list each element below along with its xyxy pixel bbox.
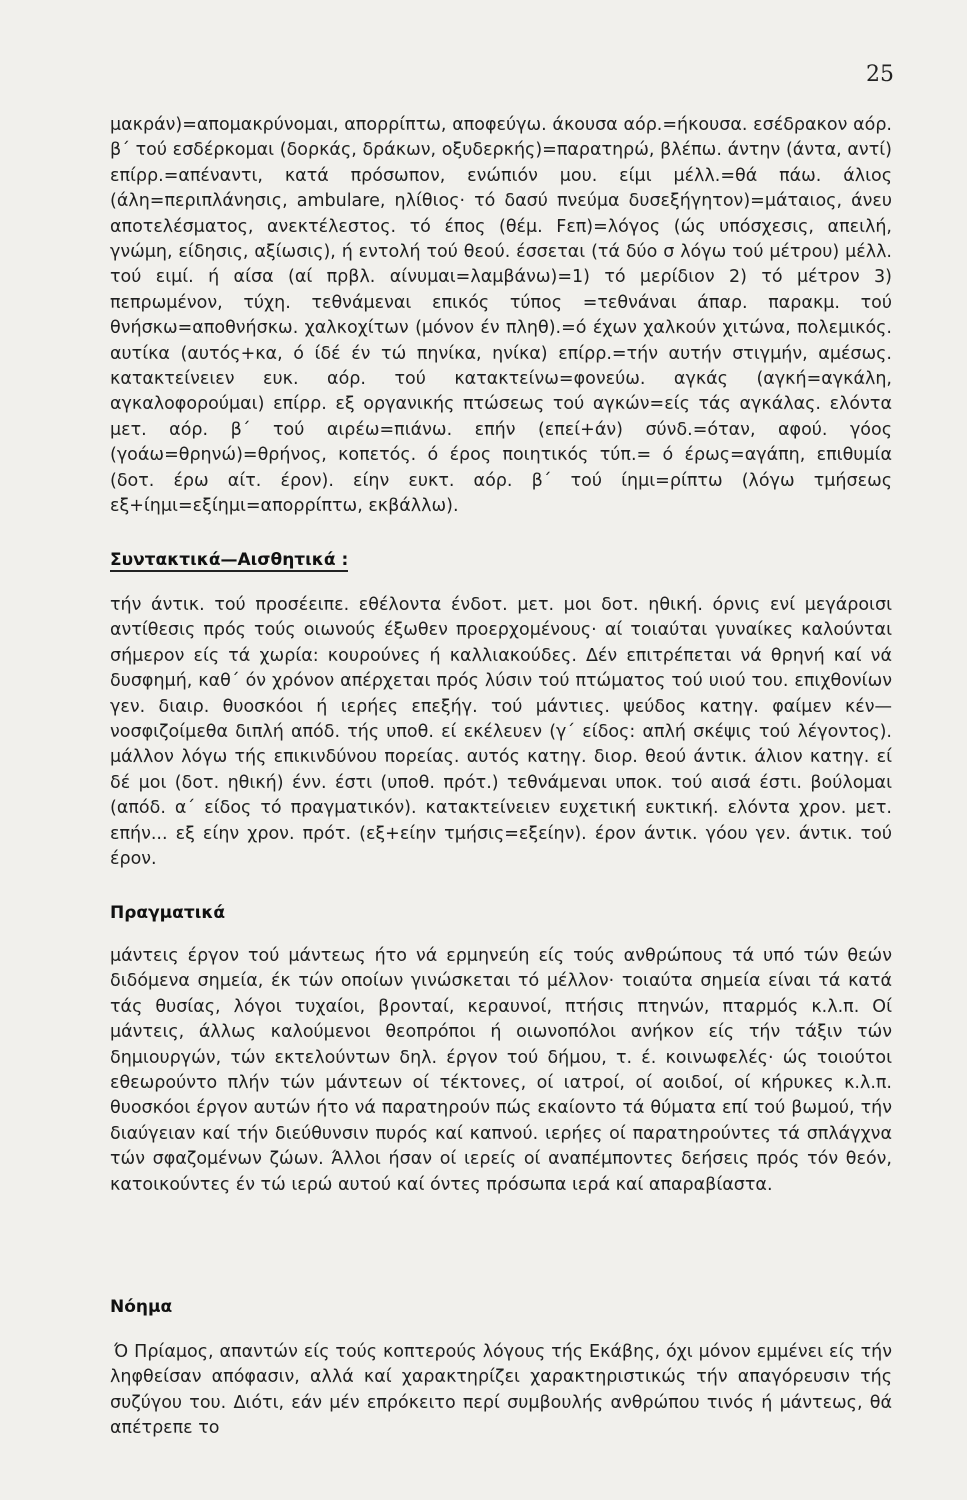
syntactic-heading: [110, 550, 348, 572]
pragmatic-heading: [110, 903, 225, 923]
syntactic-section: [110, 593, 892, 872]
vocabulary-paragraph: μακράν)=απομακρύνομαι, απορρίπτω, αποφεύγω. άκουσα αόρ.=ήκουσα. εσέδρακον αόρ. β΄ τού εσδέρκομαι (δορκάς, δράκων, οξυδερκής)=παρατηρώ, βλέπω. άντην (άντα, αντί) επίρρ.=απέναντι, κατά πρόσωπον, ενώπιόν μου. είμι μέλλ.=θά πάω. άλιος (άλη=περιπλάνησις, ambulare, ηλίθιος· τό δασύ πνεύμα δυσεξήγητον)=μάταιος, άνευ αποτελέσματος, ανεκτέλεστος. τό έπος (θέμ. Fεπ)=λόγος (ώς υπόσχεσις, απειλή, γνώμη, είδησις, αξίωσις), ή εντολή τού θεού. έσσεται (τά δύο σ λόγω τού μέτρου) μέλλ. τού ειμί. ή αίσα (αί πρβλ. αίνυμαι=λαμβάνω)=1) τό μερίδιον 2) τό μέτρον 3) πεπρωμένον, τύχη. τεθνάμεναι επικός τύπος =τεθνάναι άπαρ. παρακμ. τού θνήσκω=αποθνήσκω. χαλκοχίτων (μόνον έν πληθ).=ό έχων χαλκούν χιτώνα, πολεμικός. αυτίκα (αυτός+κα, ό ίδέ έν τώ πηνίκα, ηνίκα) επίρρ.=τήν αυτήν στιγμήν, αμέσως. κατακτείνειεν ευκ. αόρ. τού κατακτείνω=φονεύω. αγκάς (αγκή=αγκάλη, αγκαλοφορούμαι) επίρρ. εξ οργανικής πτώσεως τού αγκών=είς τάς αγκάλας. ελόντα μετ. αόρ. β΄ τού αιρέω=πιάνω. επήν (επεί+άν) σύνδ.=όταν, αφού. γόος (γοάω=θρηνώ)=θρήνος, κοπετός. ό έρος ποιητικός τύπ.= ό έρως=αγάπη, επιθυμία (δοτ. έρω αίτ. έρον). είην ευκτ. αόρ. β΄ τού ίημι=ρίπτω (λόγω τμήσεως εξ+ίημι=εξίημι=απορρίπτω, εκβάλλω).: [110, 115, 892, 517]
syntactic-paragraph: τήν άντικ. τού προσέειπε. εθέλοντα ένδοτ. μετ. μοι δοτ. ηθική. όρνις ενί μεγάροισι αντίθεσις πρός τούς οιωνούς έξωθεν προερχομένους· αί τοιαύται γυναίκες καλούνται σήμερον είς τά χωρία: κουρούνες ή καλλιακούδες. Δέν επιτρέπεται νά θρηνή καί νά δυσφημή, καθ΄ όν χρόνον απέρχεται πρός λύσιν τού πτώματος τού υιού του. επιχθονίων γεν. διαιρ. θυοσκόοι ή ιερήες επεξήγ. τού μάντιες. ψεύδος κατηγ. φαίμεν κέν—νοσφιζοίμεθα διπλή απόδ. τής υποθ. εί εκέλευεν (γ΄ είδος: απλή σκέψις τού λέγοντος). μάλλον λόγω τής επικινδύνου πορείας. αυτός κατηγ. διορ. θεού άντικ. άλιον κατηγ. εί δέ μοι (δοτ. ηθική) ένν. έστι (υποθ. πρότ.) τεθνάμεναι υποκ. τού αισά έστι. βούλομαι (απόδ. α΄ είδος τό πραγματικόν). κατακτείνειεν ευχετική ευκτική. ελόντα χρον. μετ. επήν... εξ είην χρον. πρότ. (εξ+είην τμήσις=εξείην). έρον άντικ. γόου γεν. άντικ. τού έρον.: [110, 595, 892, 870]
pragmatic-paragraph: μάντεις έργον τού μάντεως ήτο νά ερμηνεύη είς τούς ανθρώπους τά υπό τών θεών διδόμενα σημεία, έκ τών οποίων γινώσκεται τό μέλλον· τοιαύτα σημεία είναι τά κατά τάς θυσίας, λόγοι τυχαίοι, βρονταί, κεραυνοί, πτήσις πτηνών, πταρμός κ.λ.π. Οί μάντεις, άλλως καλούμενοι θεοπρόποι ή οιωνοπόλοι ανήκον είς τήν τάξιν τών δημιουργών, τών εκτελούντων δηλ. έργον τού δήμου, τ. έ. κοινωφελές· ώς τοιούτοι εθεωρούντο πλήν τών μάντεων οί τέκτονες, οί ιατροί, οί αοιδοί, οί κήρυκες κ.λ.π. θυοσκόοι έργον αυτών ήτο νά παρατηρούν πώς εκαίοντο τά θύματα επί τού βωμού, τήν διαύγειαν καί τήν διεύθυνσιν πυρός καί καπνού. ιερήες οί παρατηρούντες τά σπλάγχνα τών σφαζομένων ζώων. Άλλοι ήσαν οί ιερείς οί αναπέμποντες δεήσεις πρός τόν θεόν, κατοικούντες έν τώ ιερώ αυτού καί όντες πρόσωπα ιερά καί απαραβίαστα.: [110, 946, 892, 1195]
noima-heading-text: Νόημα: [110, 1297, 173, 1317]
pragmatic-section: [110, 944, 892, 1198]
noima-section: [110, 1340, 892, 1442]
page-number: 25: [866, 62, 894, 87]
syntactic-heading-text: Συντακτικά—Αισθητικά :: [110, 550, 349, 570]
noima-heading: [110, 1297, 172, 1317]
noima-paragraph: Ό Πρίαμος, απαντών είς τούς κοπτερούς λόγους τής Εκάβης, όχι μόνον εμμένει είς τήν ληφθείσαν απόφασιν, αλλά καί χαρακτηρίζει χαρακτηριστικώς τήν απαγόρευσιν τής συζύγου του. Διότι, εάν μέν επρόκειτο περί συμβουλής ανθρώπου τινός ή μάντεως, θά απέτρεπε το: [110, 1342, 892, 1439]
vocabulary-section: [110, 113, 892, 520]
pragmatic-heading-text: Πραγματικά: [110, 903, 226, 923]
